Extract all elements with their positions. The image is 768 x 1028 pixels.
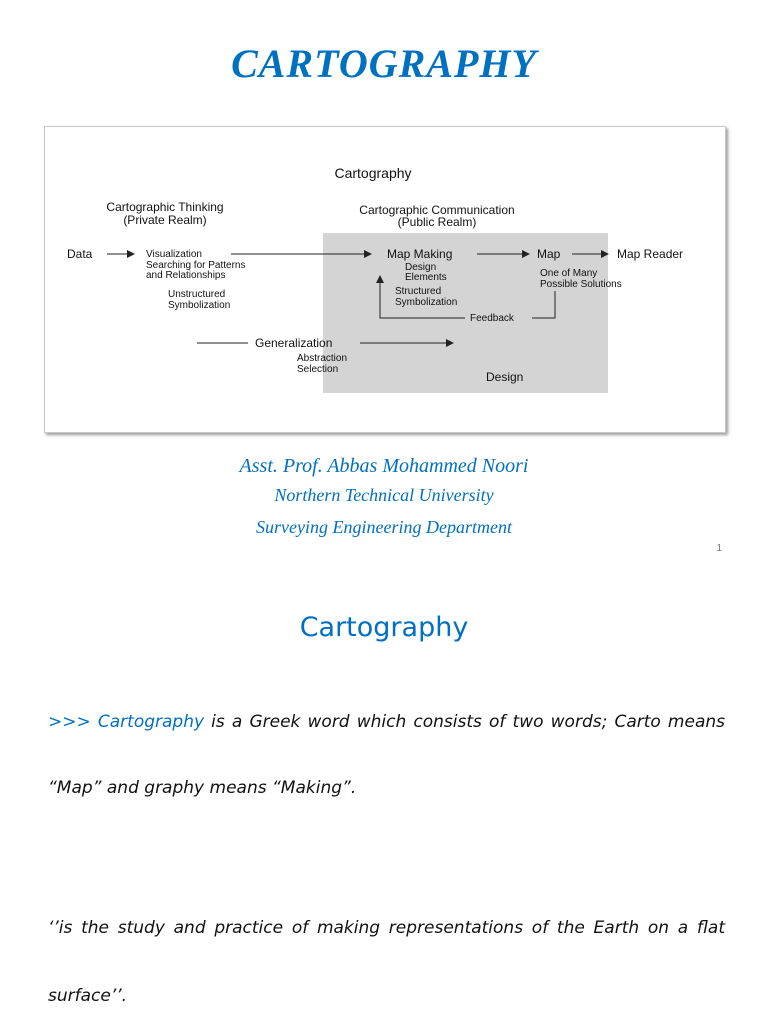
definition-line-1 [48,690,725,754]
feedback-label: Feedback [470,313,514,324]
cartography-diagram [44,126,726,433]
diagram-title: Cartography [334,165,412,181]
thinking-sub: (Private Realm) [123,213,207,227]
term-cartography: Cartography [97,712,205,732]
map-node: Map [537,247,561,261]
selection-label: Selection [297,364,339,375]
page-number: 1 [716,543,722,554]
generalization-label: Generalization [255,336,333,350]
searching-label: Searching for Patterns [146,260,246,271]
communication-label: Cartographic Communication [359,203,515,217]
design-label: Design [405,262,437,273]
unstructured-label: Unstructured [168,289,226,300]
relationships-label: and Relationships [146,270,226,281]
study-line-2: surface’’. [48,986,128,1006]
bullet-marker: >>> [48,712,98,732]
department-name: Surveying Engineering Department [256,517,512,537]
symbolization-label-1: Symbolization [168,300,231,311]
university-name: Northern Technical University [274,485,494,505]
symbolization-label-2: Symbolization [395,297,458,308]
section-title: Cartography [299,612,469,643]
communication-sub: (Public Realm) [397,215,477,229]
diagram-canvas [45,127,725,432]
one-of-many-label: One of Many [540,268,598,279]
author-name: Asst. Prof. Abbas Mohammed Noori [239,455,529,477]
thinking-label: Cartographic Thinking [106,200,224,214]
elements-label: Elements [405,272,447,283]
abstraction-label: Abstraction [297,353,348,364]
possible-solutions-label: Possible Solutions [540,279,622,290]
map-making-node: Map Making [387,247,453,261]
visualization-label: Visualization [146,249,202,260]
map-reader-node: Map Reader [617,247,684,261]
definition-line-2: “Map” and graphy means “Making”. [48,778,357,798]
definition-line-1-rest: is a Greek word which consists of two words; Carto means [204,712,726,732]
design-bottom-label: Design [486,370,524,384]
page-title: CARTOGRAPHY [231,41,537,86]
data-node: Data [67,247,93,261]
study-line-1: ‘’is the study and practice of making representations of the Earth on a flat [48,918,725,938]
structured-label: Structured [395,286,442,297]
public-realm-shading [323,233,608,393]
